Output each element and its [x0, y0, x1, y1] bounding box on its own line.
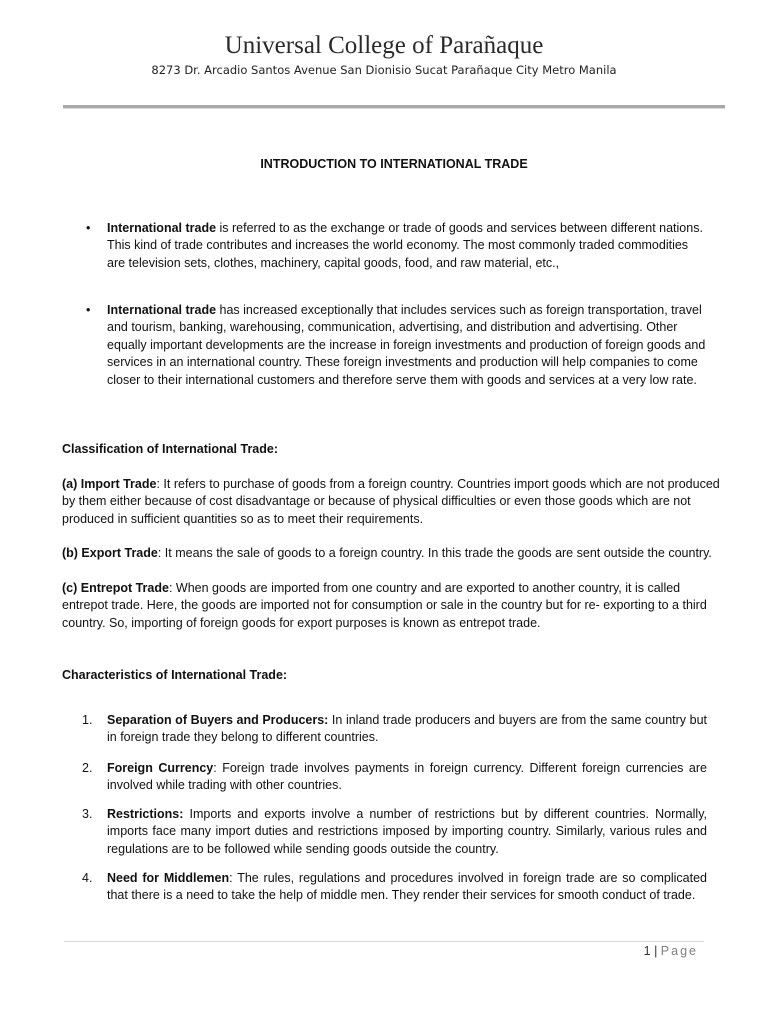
item-lead: Separation of Buyers and Producers:: [107, 713, 329, 727]
item-body: : It means the sale of goods to a foreign country. In this trade the goods are sent outside the country.: [157, 546, 712, 560]
page-number: 1: [643, 944, 651, 958]
item-lead: Need for Middlemen: [107, 871, 230, 885]
list-number: 1.: [82, 713, 93, 727]
classification-import: [62, 476, 722, 528]
item-body: : It refers to purchase of goods from a foreign country. Countries import goods which are not produced by them either because of cost disadvantage or because of physical difficulties or even those goods which are not produced in sufficient quantities so as to meet their requirements.: [62, 477, 720, 526]
classification-export: [62, 545, 722, 562]
item-body: : When goods are imported from one country and are exported to another country, it is called entrepot trade. Here, the goods are imported not for consumption or sale in the country but for re- exporting to a third country. So, importing of foreign goods for export purposes is known as entrepot trade.: [62, 581, 707, 630]
item-body: Imports and exports involve a number of restrictions but by different countries. Normally, imports face many import duties and restrictions imposed by importing country. Similarly, various rules and regulations are to be followed while sending goods outside the country.: [107, 807, 707, 856]
section-heading: Classification of International Trade:: [62, 442, 279, 456]
header-divider: [63, 105, 725, 109]
section-heading: Characteristics of International Trade:: [62, 668, 288, 682]
characteristics-heading: [62, 667, 722, 684]
footer-divider: [64, 941, 704, 942]
classification-entrepot: [62, 580, 722, 632]
list-number: 4.: [82, 871, 93, 885]
characteristic-item-3: [107, 806, 707, 858]
item-lead: (a) Import Trade: [62, 477, 157, 491]
bullet-body: is referred to as the exchange or trade of goods and services between different nations. This kind of trade contributes and increases the world economy. The most commonly traded commodities are television sets, clothes, machinery, capital goods, food, and raw material, etc.,: [107, 221, 703, 270]
item-lead: Foreign Currency: [107, 761, 214, 775]
item-body: : Foreign trade involves payments in foreign currency. Different foreign currencies are involved while trading with other countries.: [107, 761, 707, 793]
document-title: INTRODUCTION TO INTERNATIONAL TRADE: [260, 157, 528, 171]
characteristic-item-2: [107, 760, 707, 795]
bullet-lead: International trade: [107, 221, 217, 235]
college-address: 8273 Dr. Arcadio Santos Avenue San Dionisio Sucat Parañaque City Metro Manila: [151, 63, 617, 77]
characteristic-item-1: [107, 712, 707, 747]
item-body: : The rules, regulations and procedures involved in foreign trade are so complicated that there is a need to take the help of middle men. They render their services for smooth conduct of trade.: [107, 871, 707, 903]
list-number: 2.: [82, 761, 93, 775]
item-lead: (b) Export Trade: [62, 546, 158, 560]
item-lead: (c) Entrepot Trade: [62, 581, 169, 595]
bullet-marker: •: [86, 221, 91, 235]
item-body: In inland trade producers and buyers are from the same country but in foreign trade they belong to different countries.: [107, 713, 707, 745]
bullet-lead: International trade: [107, 303, 217, 317]
characteristic-item-4: [107, 870, 707, 905]
page-footer: [644, 944, 698, 958]
classification-heading: [62, 441, 722, 458]
page-word: Page: [660, 944, 698, 958]
footer-separator: |: [654, 944, 658, 958]
list-number: 3.: [82, 807, 93, 821]
intro-bullet-2: [107, 302, 707, 389]
item-lead: Restrictions:: [107, 807, 184, 821]
bullet-body: has increased exceptionally that includes services such as foreign transportation, travel and tourism, banking, warehousing, communication, advertising, and distribution and advertising. Other equally important developments are the increase in foreign investments and production of foreign goods and services in an international country. These foreign investments and production will help companies to come closer to their international customers and therefore serve them with goods and services at a very low rate.: [107, 303, 706, 387]
college-name: Universal College of Parañaque: [224, 32, 544, 59]
bullet-marker: •: [86, 303, 91, 317]
intro-bullet-1: [107, 220, 707, 272]
